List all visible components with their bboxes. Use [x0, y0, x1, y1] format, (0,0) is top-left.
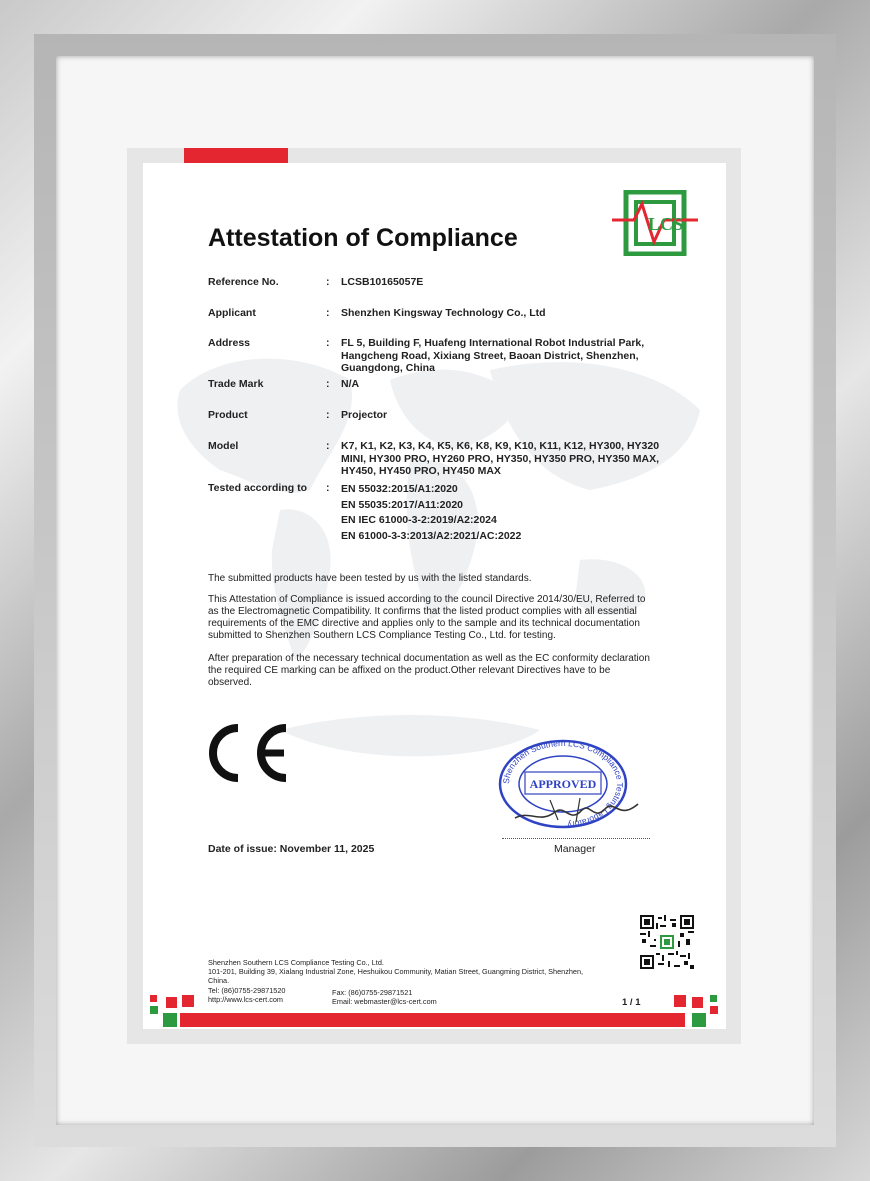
field-value-line: Guangdong, China — [341, 362, 435, 374]
paragraph-line: This Attestation of Compliance is issued according to the council Directive 2014/30/EU, Referred to — [208, 594, 646, 605]
field-label: Model — [208, 440, 239, 452]
paragraph-line: requirements of the EMC directive and applies only to the sample and its technical documentation — [208, 618, 640, 629]
decor-square — [710, 1006, 718, 1014]
field-label: Applicant — [208, 307, 256, 319]
decor-square — [710, 995, 717, 1002]
field-colon: : — [326, 440, 330, 452]
field-colon: : — [326, 337, 330, 349]
decor-square — [163, 1013, 177, 1027]
field-value-line: Hangcheng Road, Xixiang Street, Baoan District, Shenzhen, — [341, 349, 639, 362]
top-red-bar — [184, 148, 288, 163]
qr-code — [640, 915, 694, 969]
standard-line: EN 55032:2015/A1:2020 — [341, 483, 458, 495]
paragraph-line: the required CE marking can be affixed on the product.Other relevant Directives have to be — [208, 665, 611, 676]
signatory-title: Manager — [554, 843, 596, 855]
decor-square — [692, 997, 703, 1008]
field-colon: : — [326, 409, 330, 421]
field-colon: : — [326, 482, 330, 494]
field-label: Address — [208, 337, 251, 349]
decor-square — [692, 1013, 706, 1027]
date-of-issue: Date of issue: November 11, 2025 — [208, 843, 375, 855]
field-colon: : — [326, 378, 330, 390]
signature-line — [502, 838, 650, 839]
footer-company: Shenzhen Southern LCS Compliance Testing Co., Ltd. — [208, 958, 384, 967]
footer-email: Email: webmaster@lcs-cert.com — [332, 997, 437, 1006]
paragraph-line: After preparation of the necessary technical documentation as well as the EC conformity declaration — [208, 653, 650, 664]
paragraph-ce-marking — [208, 653, 698, 689]
field-value: Projector — [341, 409, 388, 421]
paragraph-line: The submitted products have been tested by us with the listed standards. — [208, 573, 532, 584]
stamp-ring-text: Shenzhen Southern LCS Compliance Testing Laboratory — [500, 738, 626, 830]
footer-tel: Tel: (86)0755-29871520 — [208, 985, 286, 995]
field-label: Trade Mark — [208, 378, 264, 390]
decor-square — [150, 1006, 158, 1014]
field-value-line: K7, K1, K2, K3, K4, K5, K6, K8, K9, K10, K11, K12, HY300, HY320 — [341, 440, 660, 452]
paragraph-line: submitted to Shenzhen Southern LCS Compliance Testing Co., Ltd. for testing. — [208, 630, 556, 641]
decor-square — [182, 995, 194, 1007]
lcs-logo-icon — [612, 190, 698, 256]
paragraph-tested — [208, 573, 698, 585]
standard-line: EN IEC 61000-3-2:2019/A2:2024 — [341, 514, 497, 526]
decor-square — [674, 995, 686, 1007]
field-label: Tested according to — [208, 482, 307, 494]
certificate-title: Attestation of Compliance — [208, 224, 518, 252]
field-label: Reference No. — [208, 276, 279, 288]
field-colon: : — [326, 276, 330, 288]
field-value: N/A — [341, 378, 360, 390]
decor-square — [150, 995, 157, 1002]
paragraph-line: observed. — [208, 677, 252, 688]
footer-website: http://www.lcs-cert.com — [208, 994, 284, 1004]
footer-address: 101-201, Building 39, Xialang Industrial Zone, Heshuikou Community, Matian Street, Guangming District, Shenzhen, — [208, 967, 584, 977]
stamp-center-text: APPROVED — [529, 777, 597, 791]
footer-fax: Fax: (86)0755-29871521 — [332, 988, 413, 997]
field-value: LCSB10165057E — [341, 276, 424, 288]
field-value-line: HY450, HY450 PRO, HY450 MAX — [341, 465, 501, 477]
footer-address-country: China. — [208, 976, 230, 986]
bottom-red-bar — [180, 1013, 685, 1027]
paragraph-line: as the Electromagnetic Compatibility. It confirms that the listed product complies with all essential — [208, 606, 637, 617]
paragraph-directive — [208, 594, 698, 642]
field-value: Shenzhen Kingsway Technology Co., Ltd — [341, 307, 546, 319]
field-value-line: MINI, HY300 PRO, HY260 PRO, HY350, HY350 PRO, HY350 MAX, — [341, 452, 660, 465]
field-value-line: FL 5, Building F, Huafeng International Robot Industrial Park, — [341, 337, 645, 349]
field-label: Product — [208, 409, 248, 421]
field-colon: : — [326, 307, 330, 319]
standard-line: EN 61000-3-3:2013/A2:2021/AC:2022 — [341, 529, 522, 542]
ce-mark-icon — [204, 722, 294, 784]
page-number: 1 / 1 — [622, 997, 641, 1008]
logo-letters: LCS — [648, 214, 684, 234]
manager-signature — [510, 790, 645, 830]
decor-square — [166, 997, 177, 1008]
standard-line: EN 55035:2017/A11:2020 — [341, 498, 464, 511]
